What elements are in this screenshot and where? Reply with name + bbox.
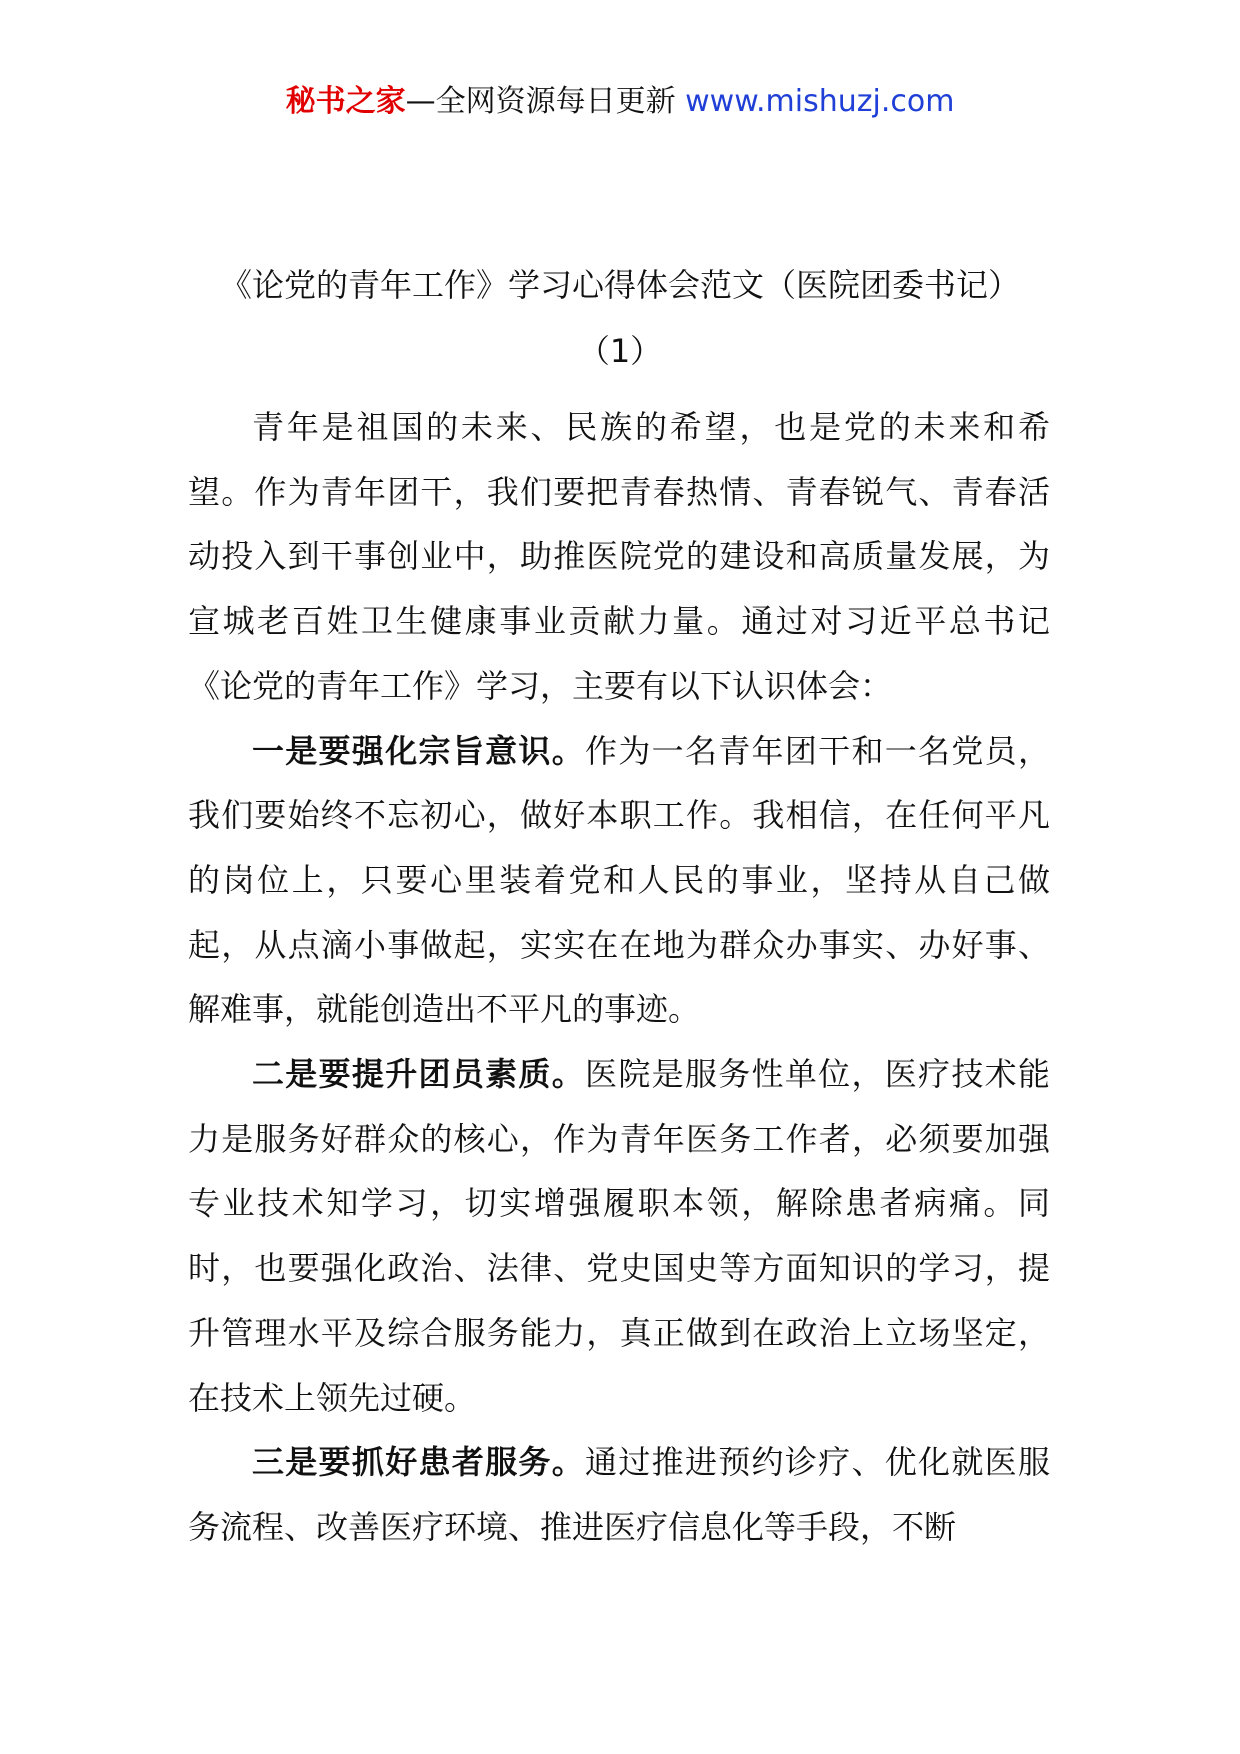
paragraph-point-2 — [188, 1042, 1050, 1430]
paragraph-point-1-text: 作为一名青年团干和一名党员，我们要始终不忘初心，做好本职工作。我相信，在任何平凡的岗位上，只要心里装着党和人民的事业，坚持从自己做起，从点滴小事做起，实实在在地为群众办事实、办好事、解难事，就能创造出不平凡的事迹。 — [188, 731, 1050, 1029]
paragraph-point-2-lead: 二是要提升团员素质。 — [252, 1055, 586, 1094]
paragraph-point-3-text: 通过推进预约诊疗、优化就医服务流程、改善医疗环境、推进医疗信息化等手段，不断 — [188, 1443, 1050, 1546]
paragraph-intro — [188, 395, 1050, 719]
site-slogan: —全网资源每日更新 — [405, 84, 686, 119]
paragraph-point-2-text: 医院是服务性单位，医疗技术能力是服务好群众的核心，作为青年医务工作者，必须要加强专业技术知学习，切实增强履职本领，解除患者病痛。同时，也要强化政治、法律、党史国史等方面知识的学习，提升管理水平及综合服务能力，真正做到在政治上立场坚定，在技术上领先过硬。 — [188, 1055, 1050, 1417]
paragraph-intro-text: 青年是祖国的未来、民族的希望，也是党的未来和希望。作为青年团干，我们要把青春热情、青春锐气、青春活动投入到干事创业中，助推医院党的建设和高质量发展，为宣城老百姓卫生健康事业贡献力量。通过对习近平总书记《论党的青年工作》学习，主要有以下认识体会： — [188, 408, 1050, 705]
site-brand: 秘书之家 — [285, 84, 406, 119]
document-title-line-1: 《论党的青年工作》学习心得体会范文（医院团委书记） — [219, 266, 1020, 304]
site-url-link[interactable]: www.mishuzj.com — [685, 84, 955, 119]
document-title-line-2: （1） — [577, 332, 663, 370]
document-title — [150, 252, 1090, 384]
paragraph-point-1 — [188, 719, 1050, 1043]
paragraph-point-1-lead: 一是要强化宗旨意识。 — [252, 731, 586, 770]
site-header — [0, 82, 1240, 122]
paragraph-point-3-lead: 三是要抓好患者服务。 — [252, 1443, 586, 1482]
document-body — [188, 395, 1050, 1560]
paragraph-point-3 — [188, 1430, 1050, 1559]
